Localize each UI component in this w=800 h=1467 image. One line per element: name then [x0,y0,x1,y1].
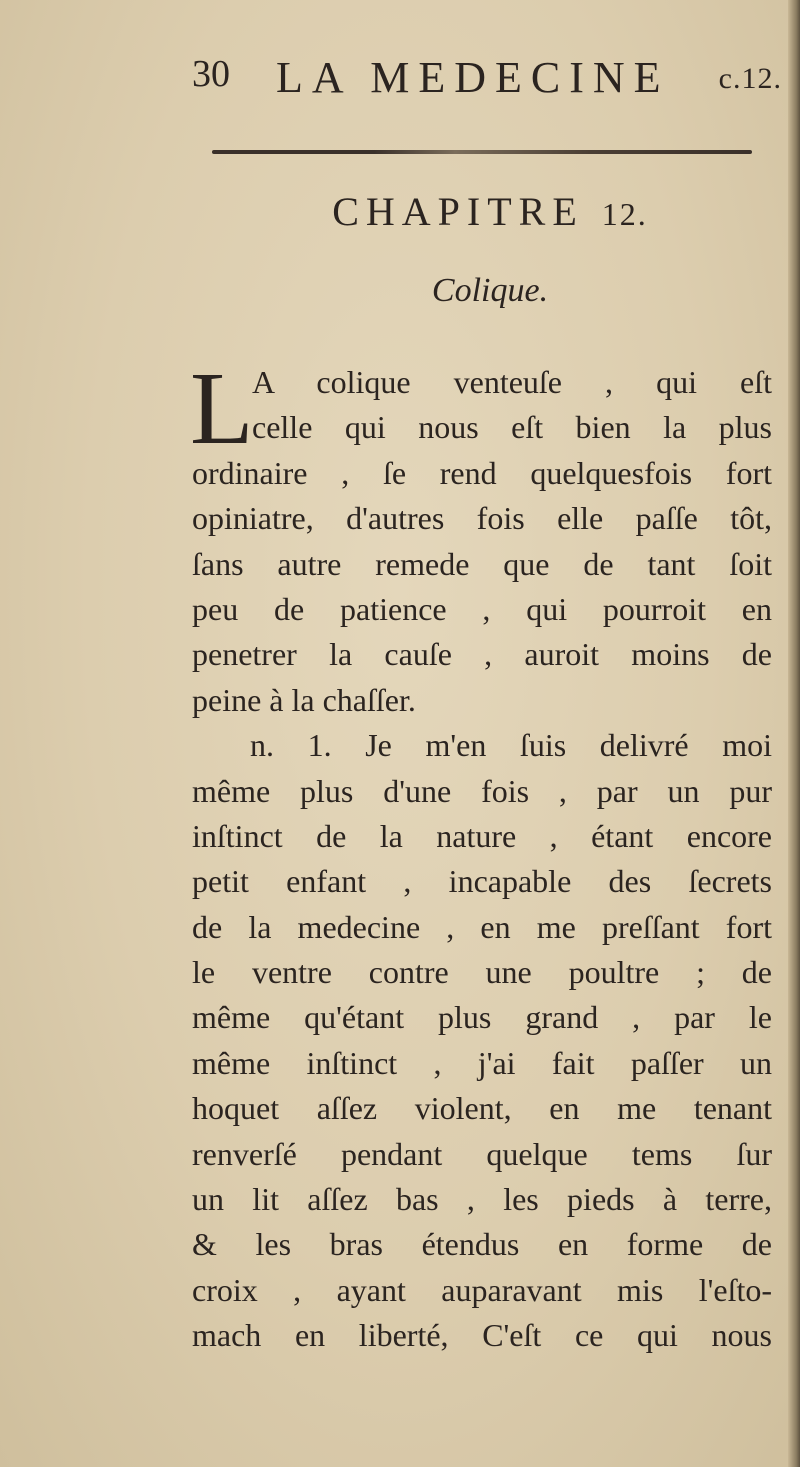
text-line: A colique venteuſe , qui eſt [252,364,772,400]
page-number: 30 [192,53,230,95]
text-line: petit enfant , incapable des ſecrets [192,863,772,900]
text-line: inſtinct de la nature , étant encore [192,817,772,854]
text-line: peine à la chaſſer. [192,681,416,718]
text-line: ſans autre remede que de tant ſoit [192,545,772,582]
text-line: le ventre contre une poultre ; de [192,954,772,991]
text-line: penetrer la cauſe , auroit moins de [192,636,772,673]
text-line: opiniatre, d'autres fois elle paſſe tôt, [192,500,772,537]
text-line: un lit aſſez bas , les pieds à terre, [192,1181,772,1218]
text-line: renverſé pendant quelque tems ſur [192,1135,772,1172]
text-line: de la medecine , en me preſſant fort [192,908,772,945]
text-line: & les bras étendus en forme de [192,1226,772,1263]
chapter-number: 12. [601,196,648,232]
text-line: même qu'étant plus grand , par le [192,999,772,1036]
text-line: croix , ayant auparavant mis l'eſto- [192,1271,772,1308]
chapter-reference: c.12. [718,62,782,95]
chapter-heading [190,188,790,235]
running-title: LA MEDECINE [276,53,670,102]
text-line: même plus d'une fois , par un pur [192,772,772,809]
text-line: ordinaire , ſe rend quelquesfois fort [192,454,772,491]
body-text [190,351,772,1359]
text-line: même inſtinct , j'ai fait paſſer un [192,1044,772,1081]
header-rule [212,150,752,154]
text-line: celle qui nous eſt bien la plus [252,409,772,446]
chapter-title: CHAPITRE [332,189,584,234]
text-line: n. 1. Je m'en ſuis delivré moi [250,727,772,764]
chapter-subtitle: Colique. [431,272,549,309]
drop-cap: L [190,351,254,466]
text-line: hoquet aſſez violent, en me tenant [192,1090,772,1127]
text-line: peu de patience , qui pourroit en [192,590,772,627]
running-header [192,52,782,112]
text-line: mach en liberté, C'eſt ce qui nous [192,1317,772,1354]
